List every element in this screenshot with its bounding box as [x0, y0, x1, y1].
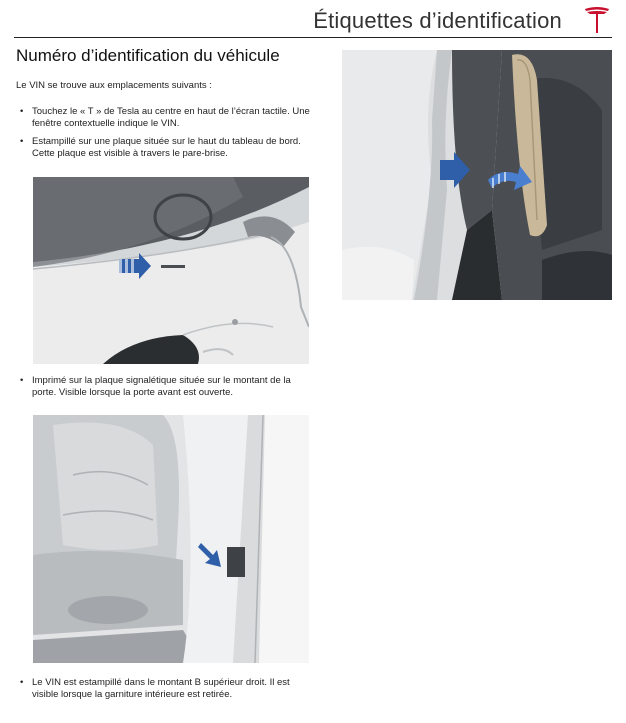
list-item [20, 136, 312, 159]
page-header-title: Étiquettes d’identification [313, 8, 562, 33]
tesla-logo-icon [584, 6, 610, 34]
list-item-text: Le VIN est estampillé dans le montant B supérieur droit. Il est visible lorsque la garniture intérieure est retirée. [32, 677, 290, 700]
bullet-dot-icon: • [20, 677, 24, 688]
intro-text: Le VIN se trouve aux emplacements suivants : [16, 80, 212, 91]
list-item-text: Estampillé sur une plaque située sur le haut du tableau de bord. Cette plaque est visible à travers le pare-brise. [32, 136, 301, 159]
bullet-dot-icon: • [20, 136, 24, 147]
bullet-dot-icon: • [20, 106, 24, 117]
list-item [20, 677, 312, 700]
list-item-text: Touchez le « T » de Tesla au centre en haut de l’écran tactile. Une fenêtre contextuelle indique le VIN. [32, 106, 310, 129]
header-divider [14, 37, 612, 38]
b-pillar-vin-photo [342, 50, 612, 300]
list-item [20, 375, 312, 398]
list-item-text: Imprimé sur la plaque signalétique située sur le montant de la porte. Visible lorsque la porte avant est ouverte. [32, 375, 291, 398]
bullet-dot-icon: • [20, 375, 24, 386]
windshield-vin-plate-photo [33, 177, 309, 364]
door-pillar-label-photo [33, 415, 309, 663]
section-title: Numéro d’identification du véhicule [16, 46, 280, 65]
list-item [20, 106, 312, 129]
